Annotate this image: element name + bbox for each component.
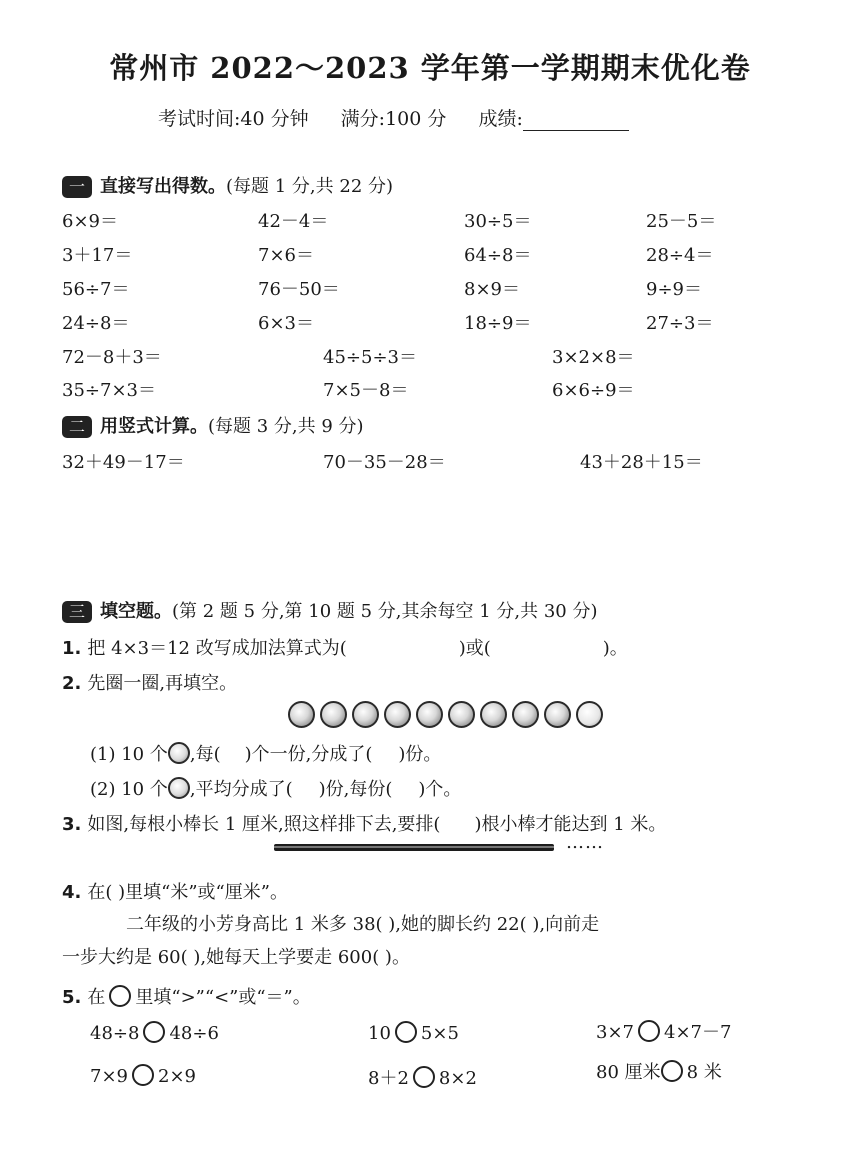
question-2 (62, 669, 237, 695)
compare-right: 2×9 (158, 1066, 196, 1087)
score-blank[interactable] (523, 112, 629, 131)
compare-item (368, 1021, 459, 1044)
compare-left: 10 (368, 1023, 391, 1044)
question-number: 5. (62, 987, 82, 1008)
section-2-badge: 二 (62, 416, 92, 438)
vertical-calc-item: 70－35－28＝ (323, 452, 446, 473)
section-1-heading (62, 172, 393, 198)
calc-item: 9÷9＝ (646, 279, 702, 300)
compare-item (90, 1021, 219, 1044)
compare-circle-input[interactable] (661, 1060, 683, 1082)
question-text: )个。 (418, 779, 462, 800)
calc-item: 6×3＝ (258, 313, 314, 334)
compare-right: 5×5 (420, 1023, 459, 1044)
question-text: )份,每份( (318, 779, 393, 800)
compare-item (368, 1064, 477, 1090)
ball-icon[interactable] (576, 701, 603, 728)
section-2-note: (每题 3 分,共 9 分) (208, 416, 364, 437)
question-text: ,平均分成了( (189, 779, 293, 800)
compare-left: 3×7 (596, 1022, 634, 1043)
compare-circle-input[interactable] (132, 1064, 154, 1086)
exam-info (158, 104, 655, 131)
section-3-heading (62, 597, 598, 623)
calc-item: 7×5－8＝ (323, 380, 409, 401)
calc-item: 8×9＝ (464, 279, 520, 300)
calc-item: 3×2×8＝ (552, 347, 635, 368)
question-5 (62, 983, 311, 1009)
calc-item: 76－50＝ (258, 279, 340, 300)
ball-icon[interactable] (416, 701, 443, 728)
compare-right: 4×7－7 (664, 1022, 732, 1043)
ellipsis: …… (566, 832, 604, 853)
compare-left: 8＋2 (368, 1068, 409, 1089)
ball-icon[interactable] (352, 701, 379, 728)
score-label: 成绩: (478, 108, 523, 130)
calc-item: 64÷8＝ (464, 245, 532, 266)
calc-item: 45÷5÷3＝ (323, 347, 417, 368)
compare-right: 8×2 (438, 1068, 477, 1089)
calc-item: 72－8＋3＝ (62, 347, 162, 368)
calc-item: 27÷3＝ (646, 313, 714, 334)
compare-circle-input[interactable] (413, 1066, 435, 1088)
section-1-title: 直接写出得数。 (100, 176, 226, 197)
compare-left: 48÷8 (90, 1023, 140, 1044)
compare-left: 7×9 (90, 1066, 128, 1087)
question-text: 里填“>”“<”或“＝”。 (135, 987, 311, 1008)
calc-item: 18÷9＝ (464, 313, 532, 334)
section-1-badge: 一 (62, 176, 92, 198)
question-text: 如图,每根小棒长 1 厘米,照这样排下去,要排( (87, 814, 441, 835)
ball-icon[interactable] (320, 701, 347, 728)
question-text: 把 4×3＝12 改写成加法算式为( (87, 638, 347, 659)
compare-circle-input[interactable] (638, 1020, 660, 1042)
question-1 (62, 634, 628, 660)
question-text: )根小棒才能达到 1 米。 (474, 814, 667, 835)
page-title: 常州市 2022～2023 学年第一学期期末优化卷 (109, 51, 751, 85)
calc-item: 35÷7×3＝ (62, 380, 156, 401)
calc-item: 30÷5＝ (464, 211, 532, 232)
compare-circle-input[interactable] (395, 1021, 417, 1043)
question-number: 1. (62, 638, 82, 659)
calc-item: 56÷7＝ (62, 279, 130, 300)
question-number: 3. (62, 814, 82, 835)
question-text: )个一份,分成了( (244, 744, 373, 765)
question-2-part-1 (90, 740, 441, 766)
question-text: )份。 (398, 744, 442, 765)
calc-item: 6×9＝ (62, 211, 118, 232)
section-3-badge: 三 (62, 601, 92, 623)
ball-icon[interactable] (512, 701, 539, 728)
question-number: 2. (62, 673, 82, 694)
stick-highlight (274, 846, 554, 848)
question-text: )或( (458, 638, 491, 659)
ball-group (288, 701, 603, 728)
ball-icon[interactable] (288, 701, 315, 728)
calc-item: 25－5＝ (646, 211, 717, 232)
section-1-note: (每题 1 分,共 22 分) (226, 176, 394, 197)
calc-item: 3＋17＝ (62, 245, 133, 266)
calc-item: 7×6＝ (258, 245, 314, 266)
compare-circle-icon (109, 985, 131, 1007)
vertical-calc-item: 32＋49－17＝ (62, 452, 185, 473)
question-text: ,每( (189, 744, 221, 765)
question-4 (62, 878, 288, 904)
section-3-title: 填空题。 (100, 601, 172, 622)
ball-icon[interactable] (544, 701, 571, 728)
calc-item: 42－4＝ (258, 211, 329, 232)
calc-item: 24÷8＝ (62, 313, 130, 334)
ball-icon[interactable] (384, 701, 411, 728)
ball-icon[interactable] (448, 701, 475, 728)
question-4-line-2: 一步大约是 60( ),她每天上学要走 600( )。 (62, 947, 410, 968)
compare-right: 8 米 (686, 1062, 722, 1083)
question-2-part-2 (90, 775, 461, 801)
calc-item: 6×6÷9＝ (552, 380, 635, 401)
question-number: 4. (62, 882, 82, 903)
full-score: 满分:100 分 (340, 108, 447, 130)
compare-right: 48÷6 (169, 1023, 219, 1044)
compare-item (596, 1058, 722, 1084)
compare-item (90, 1064, 196, 1087)
question-text: (1) 10 个 (90, 744, 168, 765)
section-2-title: 用竖式计算。 (100, 416, 208, 437)
compare-item (596, 1018, 731, 1044)
compare-left: 80 厘米 (596, 1062, 661, 1083)
question-text: 先圈一圈,再填空。 (87, 673, 238, 694)
ball-icon[interactable] (480, 701, 507, 728)
calc-item: 28÷4＝ (646, 245, 714, 266)
question-text: 在 (87, 987, 106, 1008)
ball-icon (168, 777, 190, 799)
section-3-note: (第 2 题 5 分,第 10 题 5 分,其余每空 1 分,共 30 分) (172, 601, 598, 622)
vertical-calc-item: 43＋28＋15＝ (580, 452, 703, 473)
ball-icon (168, 742, 190, 764)
question-text: (2) 10 个 (90, 779, 168, 800)
question-4-line-1: 二年级的小芳身高比 1 米多 38( ),她的脚长约 22( ),向前走 (126, 914, 600, 935)
question-text: 在( )里填“米”或“厘米”。 (87, 882, 288, 903)
exam-time: 考试时间:40 分钟 (158, 108, 309, 130)
section-2-heading (62, 412, 364, 438)
compare-circle-input[interactable] (143, 1021, 165, 1043)
question-text: )。 (602, 638, 628, 659)
